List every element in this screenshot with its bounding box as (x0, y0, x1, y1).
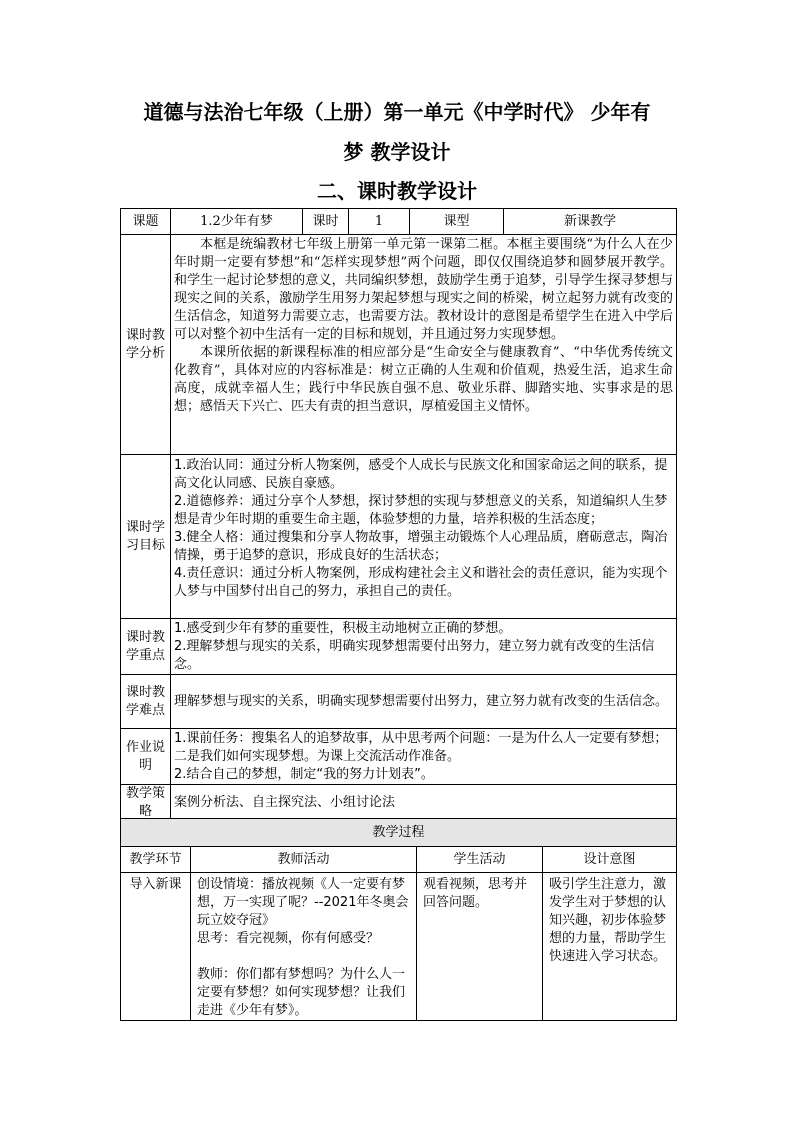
difficulties-content (171, 675, 677, 729)
topic-label: 课题 (121, 209, 171, 235)
objectives-row (121, 455, 677, 619)
process-title-row (121, 819, 677, 847)
student-activity-cell: 观看视频，思考并回答问题。 (417, 873, 543, 1021)
key-points-label: 课时教学重点 (121, 619, 171, 675)
teacher-line (197, 948, 410, 966)
teacher-activity-cell (191, 873, 417, 1021)
analysis-paragraph-1: 本框是统编教材七年级上册第一单元第一课第二框。本框主要围绕“为什么人在少年时期一定要有梦想”和“怎样实现梦想”两个问题，即仅仅围绕追梦和圆梦展开教学。和学生一起讨论梦想的意义，共同编织梦想，鼓励学生勇于追梦，引导学生探寻梦想与现实之间的关系，激励学生用努力架起梦想与现实之间的桥梁，树立起努力就有改变的生活信念，知道努力需要立志，也需要方法。教材设计的意图是希望学生在进入中学后可以对整个初中生活有一定的目标和规划，并且通过努力实现梦想。 (174, 237, 673, 342)
strategy-label: 教学策略 (121, 785, 171, 822)
key-point-item: 1.感受到少年有梦的重要性，积极主动地树立正确的梦想。 (174, 621, 512, 636)
period-value: 1 (349, 209, 410, 235)
type-value: 新课教学 (504, 209, 677, 235)
title-line-2: 梦 教学设计 (343, 140, 451, 164)
difficulties-row (121, 675, 677, 729)
key-points-row (121, 619, 677, 675)
homework-item: 1.课前任务：搜集名人的追梦故事，从中思考两个问题：一是为什么人一定要有梦想；二是我们如何实现梦想。为课上交流活动作准备。 (174, 731, 668, 764)
homework-content (171, 729, 677, 785)
header-teacher: 教师活动 (191, 847, 417, 873)
key-point-item: 2.理解梦想与现实的关系，明确实现梦想需要付出努力，建立努力就有改变的生活信念。 (174, 639, 655, 672)
header-intent: 设计意图 (543, 847, 677, 873)
objective-item: 3.健全人格：通过搜集和分享人物故事，增强主动锻炼个人心理品质，磨砺意志，陶冶情操，勇于追梦的意识，形成良好的生活状态； (174, 530, 668, 563)
analysis-label: 课时教学分析 (121, 235, 171, 455)
strategy-content (171, 785, 677, 822)
process-header-row (121, 847, 677, 873)
period-label: 课时 (303, 209, 349, 235)
header-student: 学生活动 (417, 847, 543, 873)
homework-label: 作业说明 (121, 729, 171, 785)
strategy-row (121, 785, 677, 822)
topic-value: 1.2少年有梦 (171, 209, 303, 235)
teacher-line: 创设情境：播放视频《人一定要有梦想，万一实现了呢？--2021年冬奥会玩立姣夺冠》 (197, 877, 409, 928)
section-subtitle: 二、课时教学设计 (317, 179, 477, 203)
objectives-label: 课时学习目标 (121, 455, 171, 619)
analysis-paragraph-2: 本课所依据的新课程标准的相应部分是“生命安全与健康教育”、“中华优秀传统文化教育”，具体对应的内容标准是：树立正确的人生观和价值观，热爱生活，追求生命高度，成就幸福人生；践行中华民族自强不息、敬业乐群、脚踏实地、实事求是的思想；感悟天下兴亡、匹夫有责的担当意识，厚植爱国主义情怀。 (174, 345, 673, 414)
header-stage: 教学环节 (121, 847, 191, 873)
strategy-text: 案例分析法、自主探究法、小组讨论法 (174, 795, 396, 810)
title-line-1: 道德与法治七年级（上册）第一单元《中学时代》 少年有 (143, 100, 651, 124)
homework-row (121, 729, 677, 785)
difficulties-label: 课时教学难点 (121, 675, 171, 729)
teacher-line: 教师：你们都有梦想吗？为什么人一定要有梦想？如何实现梦想？让我们走进《少年有梦》。 (197, 967, 406, 1018)
info-row (121, 209, 677, 235)
table-row (121, 873, 677, 1021)
process-title: 教学过程 (121, 819, 677, 847)
lesson-design-table (120, 208, 677, 822)
design-intent-cell: 吸引学生注意力，激发学生对于梦想的认知兴趣，初步体验梦想的力量，帮助学生快速进入学习状态。 (543, 873, 677, 1021)
document-title (110, 92, 684, 172)
objective-item: 1.政治认同：通过分析人物案例，感受个人成长与民族文化和国家命运之间的联系，提高文化认同感、民族自豪感。 (174, 458, 668, 491)
stage-cell: 导入新课 (121, 873, 191, 1021)
analysis-row (121, 235, 677, 455)
homework-item: 2.结合自己的梦想，制定“我的努力计划表”。 (174, 767, 434, 782)
key-points-content (171, 619, 677, 675)
objective-item: 2.道德修养：通过分享个人梦想，探讨梦想的实现与梦想意义的关系，知道编织人生梦想是青少年时期的重要生命主题，体验梦想的力量，培养积极的生活态度； (174, 494, 668, 527)
objective-item: 4.责任意识：通过分析人物案例，形成构建社会主义和谐社会的责任意识，能为实现个人梦与中国梦付出自己的努力，承担自己的责任。 (174, 566, 668, 599)
objectives-content (171, 455, 677, 619)
difficulties-text: 理解梦想与现实的关系，明确实现梦想需要付出努力，建立努力就有改变的生活信念。 (174, 693, 669, 709)
teaching-process-table (120, 818, 677, 1021)
type-label: 课型 (410, 209, 504, 235)
teacher-line: 思考：看完视频，你有何感受？ (197, 931, 380, 946)
analysis-content (171, 235, 677, 455)
